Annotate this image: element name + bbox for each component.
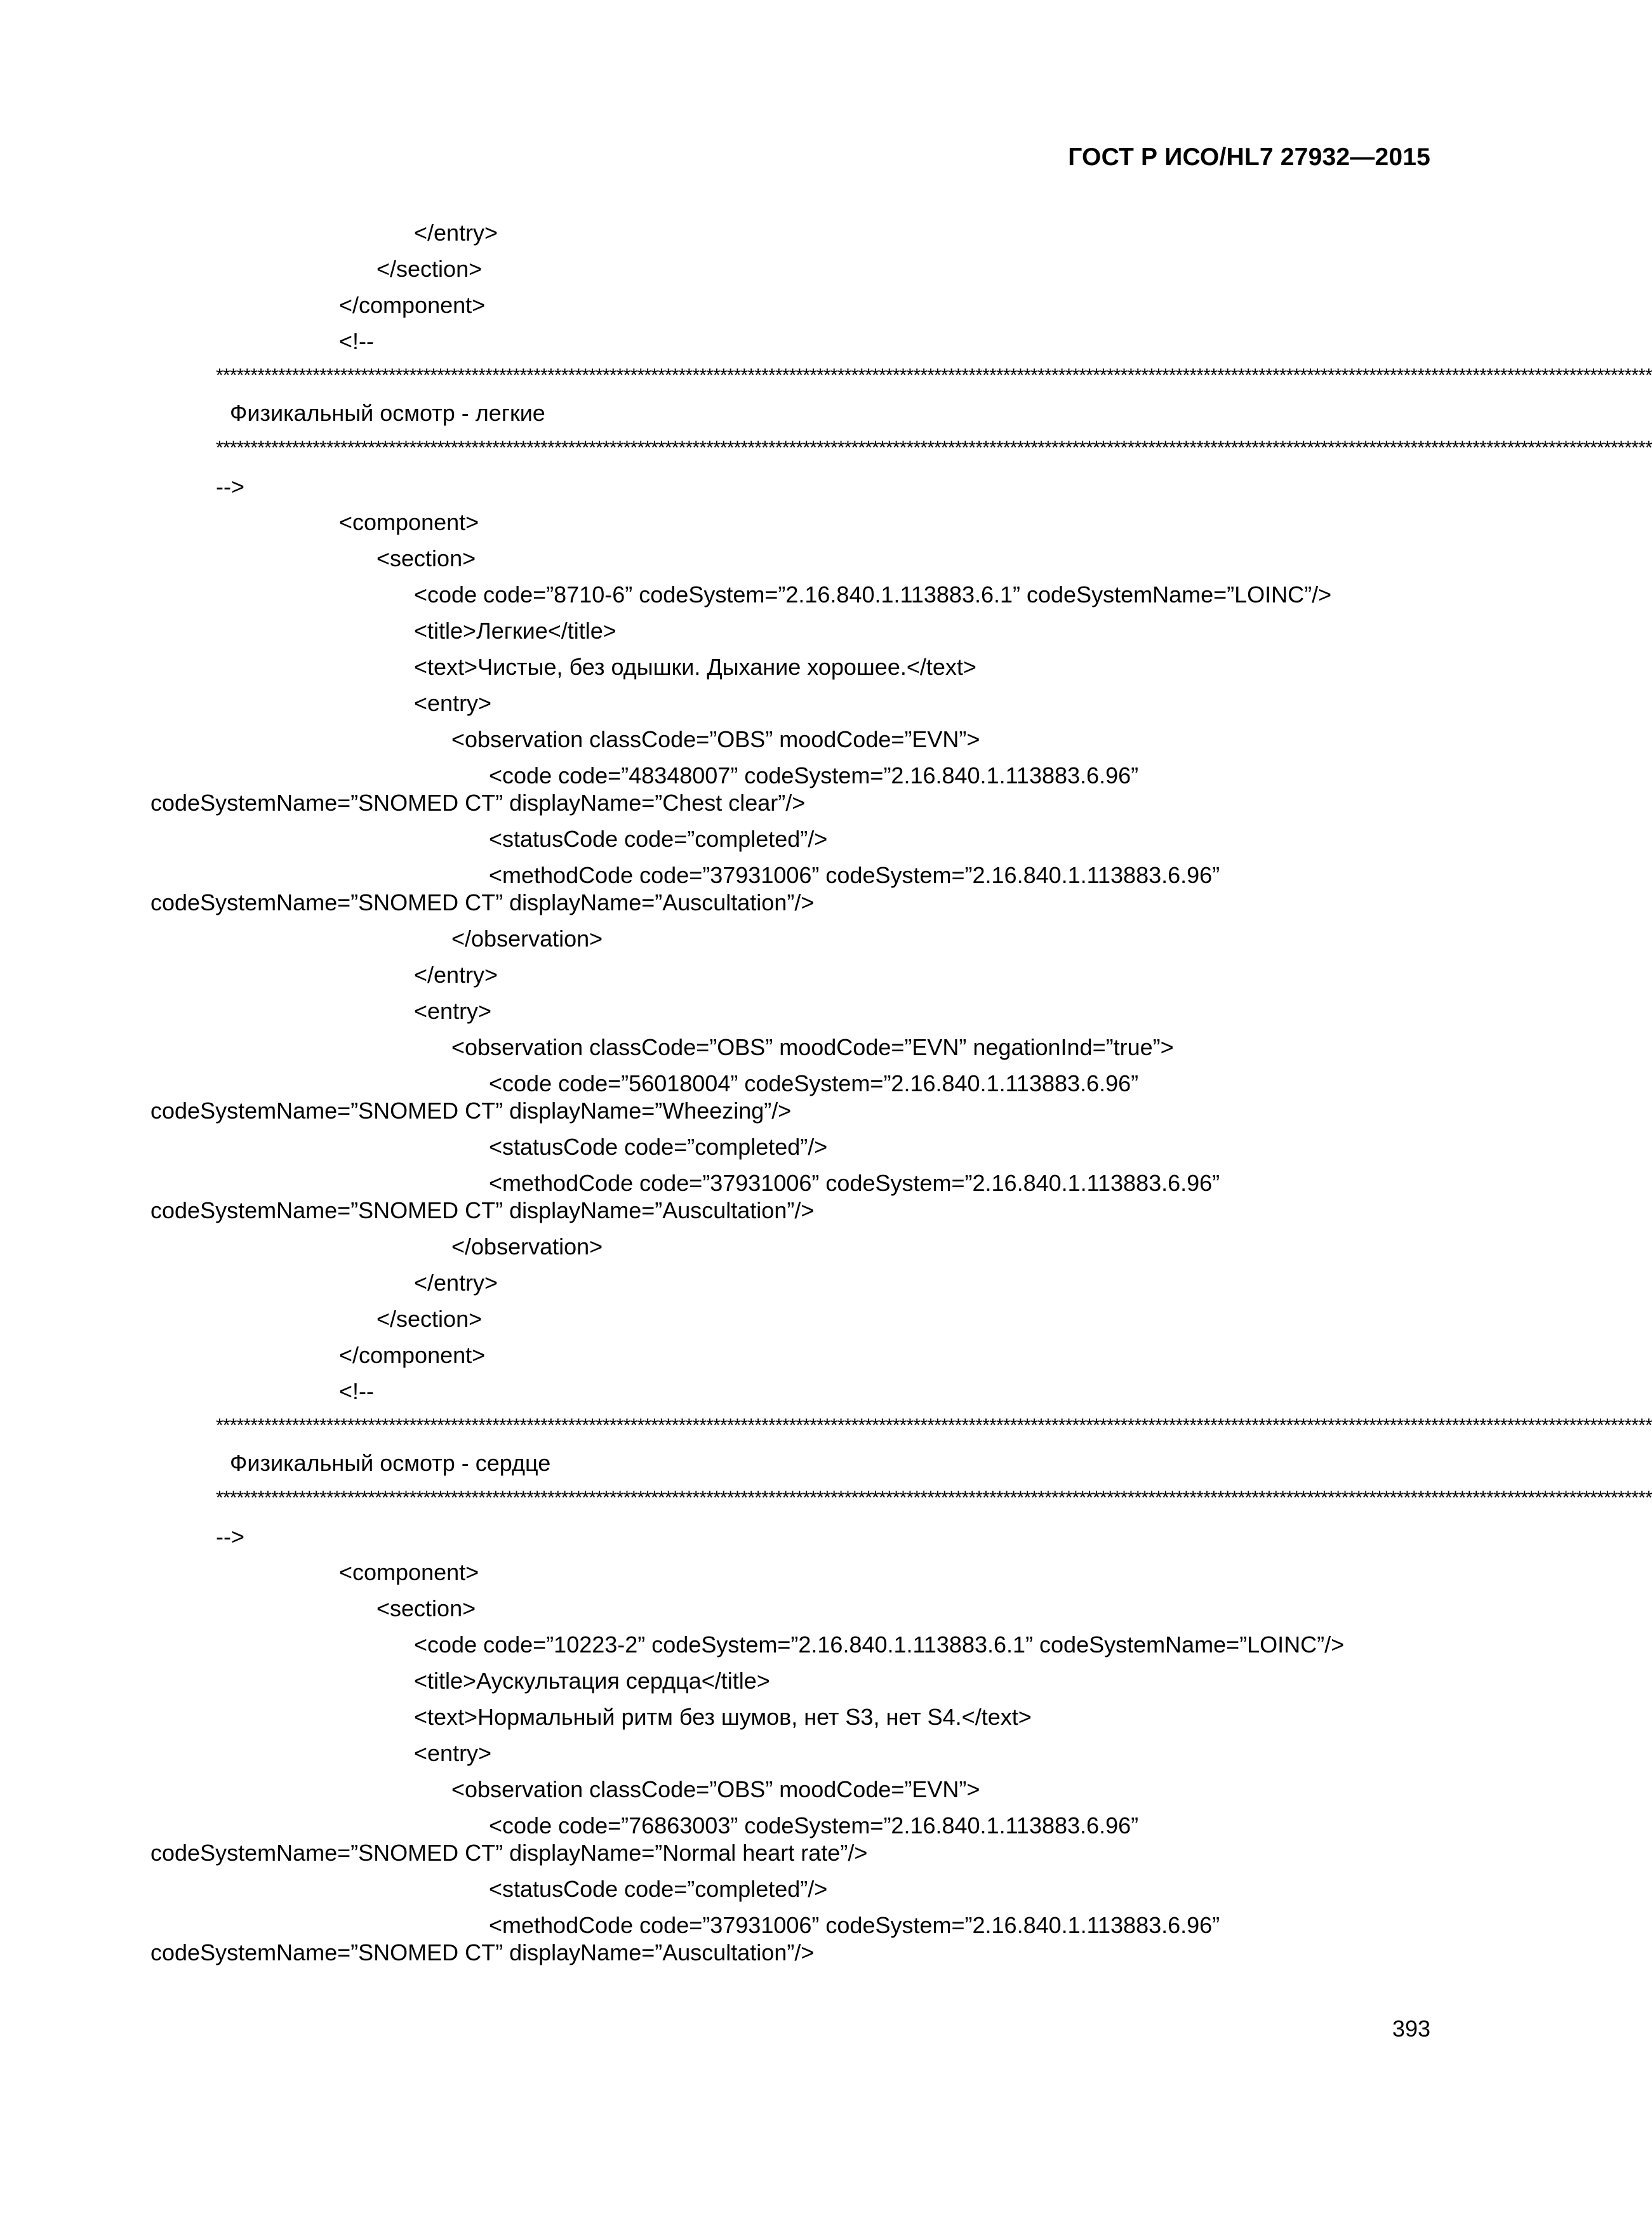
comment-title: Физикальный осмотр - легкие (230, 400, 545, 426)
code-line: <section> (376, 545, 476, 571)
code-line: <title>Легкие</title> (414, 618, 616, 644)
code-line: </section> (376, 256, 483, 282)
code-line: codeSystemName=”SNOMED CT” displayName=”Auscultation”/> (150, 1197, 815, 1223)
page-number: 393 (1392, 2016, 1430, 2042)
code-line: </component> (339, 1342, 486, 1368)
document-header: ГОСТ Р ИСО/HL7 27932—2015 (1068, 143, 1430, 171)
code-line: <!-- (339, 1378, 375, 1404)
code-line: <observation classCode=”OBS” moodCode=”EVN”> (451, 726, 980, 752)
code-line: </entry> (414, 1270, 498, 1296)
code-line: <component> (339, 1559, 479, 1585)
code-line: codeSystemName=”SNOMED CT” displayName=”Normal heart rate”/> (150, 1840, 868, 1866)
code-line: <code code=”8710-6” codeSystem=”2.16.840.1.113883.6.1” codeSystemName=”LOINC”/> (414, 582, 1332, 608)
code-line: <code code=”76863003” codeSystem=”2.16.840.1.113883.6.96” (489, 1812, 1139, 1838)
asterisk-separator: **************************************************************************************************************************************************************************************************************** (216, 365, 1652, 386)
code-line: </section> (376, 1306, 483, 1332)
code-line: <statusCode code=”completed”/> (489, 1876, 828, 1902)
code-line: --> (216, 474, 244, 500)
code-line: <component> (339, 509, 479, 535)
code-line: codeSystemName=”SNOMED CT” displayName=”Auscultation”/> (150, 889, 815, 915)
code-line: --> (216, 1524, 244, 1550)
code-line: codeSystemName=”SNOMED CT” displayName=”Wheezing”/> (150, 1098, 792, 1124)
asterisk-separator: **************************************************************************************************************************************************************************************************************** (216, 1415, 1652, 1436)
code-line: codeSystemName=”SNOMED CT” displayName=”Chest clear”/> (150, 790, 806, 816)
code-line: <code code=”48348007” codeSystem=”2.16.840.1.113883.6.96” (489, 762, 1139, 788)
code-line: <entry> (414, 690, 492, 716)
asterisk-separator: **************************************************************************************************************************************************************************************************************** (216, 437, 1652, 458)
code-line: <observation classCode=”OBS” moodCode=”EVN”> (451, 1776, 980, 1802)
code-line: <observation classCode=”OBS” moodCode=”EVN” negationInd=”true”> (451, 1034, 1174, 1060)
comment-title: Физикальный осмотр - сердце (230, 1450, 551, 1476)
code-line: <code code=”10223-2” codeSystem=”2.16.840.1.113883.6.1” codeSystemName=”LOINC”/> (414, 1632, 1345, 1658)
code-line: <!-- (339, 328, 375, 354)
code-line: </entry> (414, 220, 498, 246)
code-line: <methodCode code=”37931006” codeSystem=”2.16.840.1.113883.6.96” (489, 862, 1220, 888)
code-line: <statusCode code=”completed”/> (489, 1134, 828, 1160)
code-line: <methodCode code=”37931006” codeSystem=”2.16.840.1.113883.6.96” (489, 1170, 1220, 1196)
code-line: </entry> (414, 962, 498, 988)
code-line: </component> (339, 292, 486, 318)
code-line: <methodCode code=”37931006” codeSystem=”2.16.840.1.113883.6.96” (489, 1912, 1220, 1938)
code-line: </observation> (451, 1233, 603, 1260)
code-line: </observation> (451, 926, 603, 952)
code-line: <text>Нормальный ритм без шумов, нет S3, нет S4.</text> (414, 1704, 1032, 1730)
asterisk-separator: **************************************************************************************************************************************************************************************************************** (216, 1487, 1652, 1508)
code-line: <text>Чистые, без одышки. Дыхание хорошее.</text> (414, 654, 976, 680)
code-line: <entry> (414, 1740, 492, 1766)
code-line: <title>Аускультация сердца</title> (414, 1668, 770, 1694)
code-line: <entry> (414, 998, 492, 1024)
code-line: <statusCode code=”completed”/> (489, 826, 828, 852)
code-line: codeSystemName=”SNOMED CT” displayName=”Auscultation”/> (150, 1939, 815, 1965)
code-line: <section> (376, 1595, 476, 1621)
code-line: <code code=”56018004” codeSystem=”2.16.840.1.113883.6.96” (489, 1070, 1139, 1096)
